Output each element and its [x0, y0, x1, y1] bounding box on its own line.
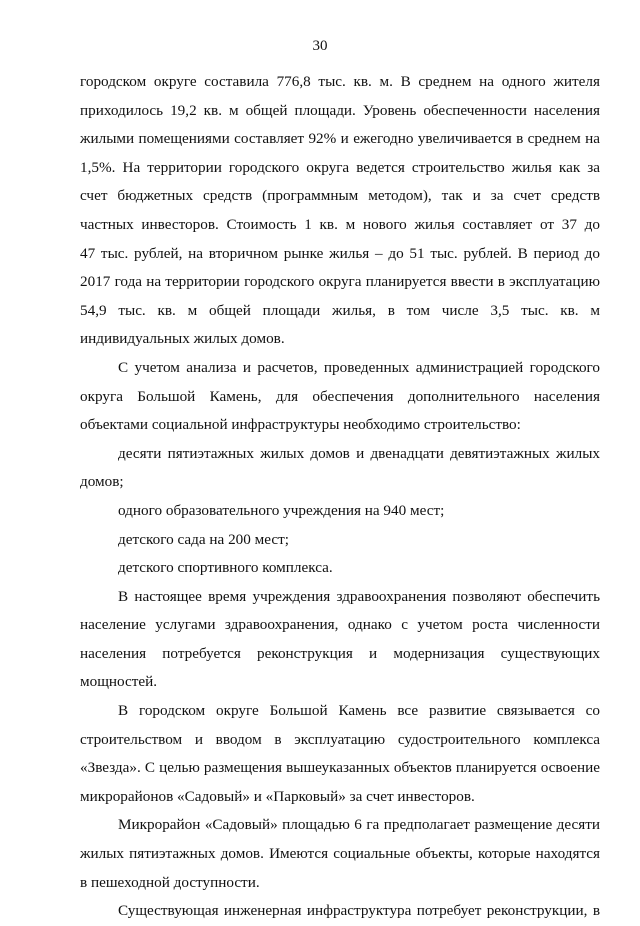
text-line: одного образовательного учреждения на 940 мест; — [118, 501, 445, 519]
page-number: 30 — [312, 38, 328, 54]
text-line: городском округе составила 776,8 тыс. кв. м. В среднем на одного жителя — [80, 73, 600, 90]
text-line: мощностей. — [80, 673, 158, 691]
text-line: частных инвесторов. Стоимость 1 кв. м нового жилья составляет от 37 до — [80, 215, 600, 233]
text-line: детского сада на 200 мест; — [118, 530, 289, 548]
text-line: 2017 года на территории городского округа планируется ввести в эксплуатацию — [80, 273, 600, 291]
text-line: 47 тыс. рублей, на вторичном рынке жилья – до 51 тыс. рублей. В период до — [80, 244, 600, 262]
text-line: в пешеходной доступности. — [80, 873, 260, 891]
text-line: «Звезда». С целью размещения вышеуказанных объектов планируется освоение — [80, 759, 600, 777]
text-line: счет бюджетных средств (программным методом), так и за счет средств — [80, 187, 600, 205]
text-line: В городском округе Большой Камень все развитие связывается со — [118, 702, 600, 720]
text-line: десяти пятиэтажных жилых домов и двенадцати девятиэтажных жилых — [118, 444, 600, 462]
text-line: жилыми помещениями составляет 92% и ежегодно увеличивается в среднем на — [80, 130, 600, 148]
text-line: приходилось 19,2 кв. м общей площади. Уровень обеспеченности населения — [80, 101, 600, 119]
text-line: 54,9 тыс. кв. м общей площади жилья, в том числе 3,5 тыс. кв. м — [80, 301, 600, 319]
text-line: Существующая инженерная инфраструктура потребует реконструкции, в — [118, 902, 600, 920]
text-line: детского спортивного комплекса. — [118, 559, 333, 577]
text-line: Микрорайон «Садовый» площадью 6 га предполагает размещение десяти — [118, 816, 600, 834]
text-line: жилых пятиэтажных домов. Имеются социальные объекты, которые находятся — [80, 845, 600, 863]
text-line: 1,5%. На территории городского округа ведется строительство жилья как за — [80, 158, 600, 176]
text-line: домов; — [80, 473, 124, 491]
text-line: население услугами здравоохранения, однако с учетом роста численности — [80, 616, 600, 634]
text-line: объектами социальной инфраструктуры необходимо строительство: — [80, 416, 521, 434]
text-line: строительством и вводом в эксплуатацию судостроительного комплекса — [80, 730, 600, 748]
text-line: В настоящее время учреждения здравоохранения позволяют обеспечить — [118, 587, 600, 605]
text-line: микрорайонов «Садовый» и «Парковый» за счет инвесторов. — [80, 787, 475, 805]
text-line: индивидуальных жилых домов. — [80, 330, 285, 348]
text-line: округа Большой Камень, для обеспечения дополнительного населения — [80, 387, 600, 405]
text-line: С учетом анализа и расчетов, проведенных администрацией городского — [118, 358, 600, 376]
body-text — [80, 68, 600, 926]
text-line: населения потребуется реконструкция и модернизация существующих — [80, 644, 600, 662]
